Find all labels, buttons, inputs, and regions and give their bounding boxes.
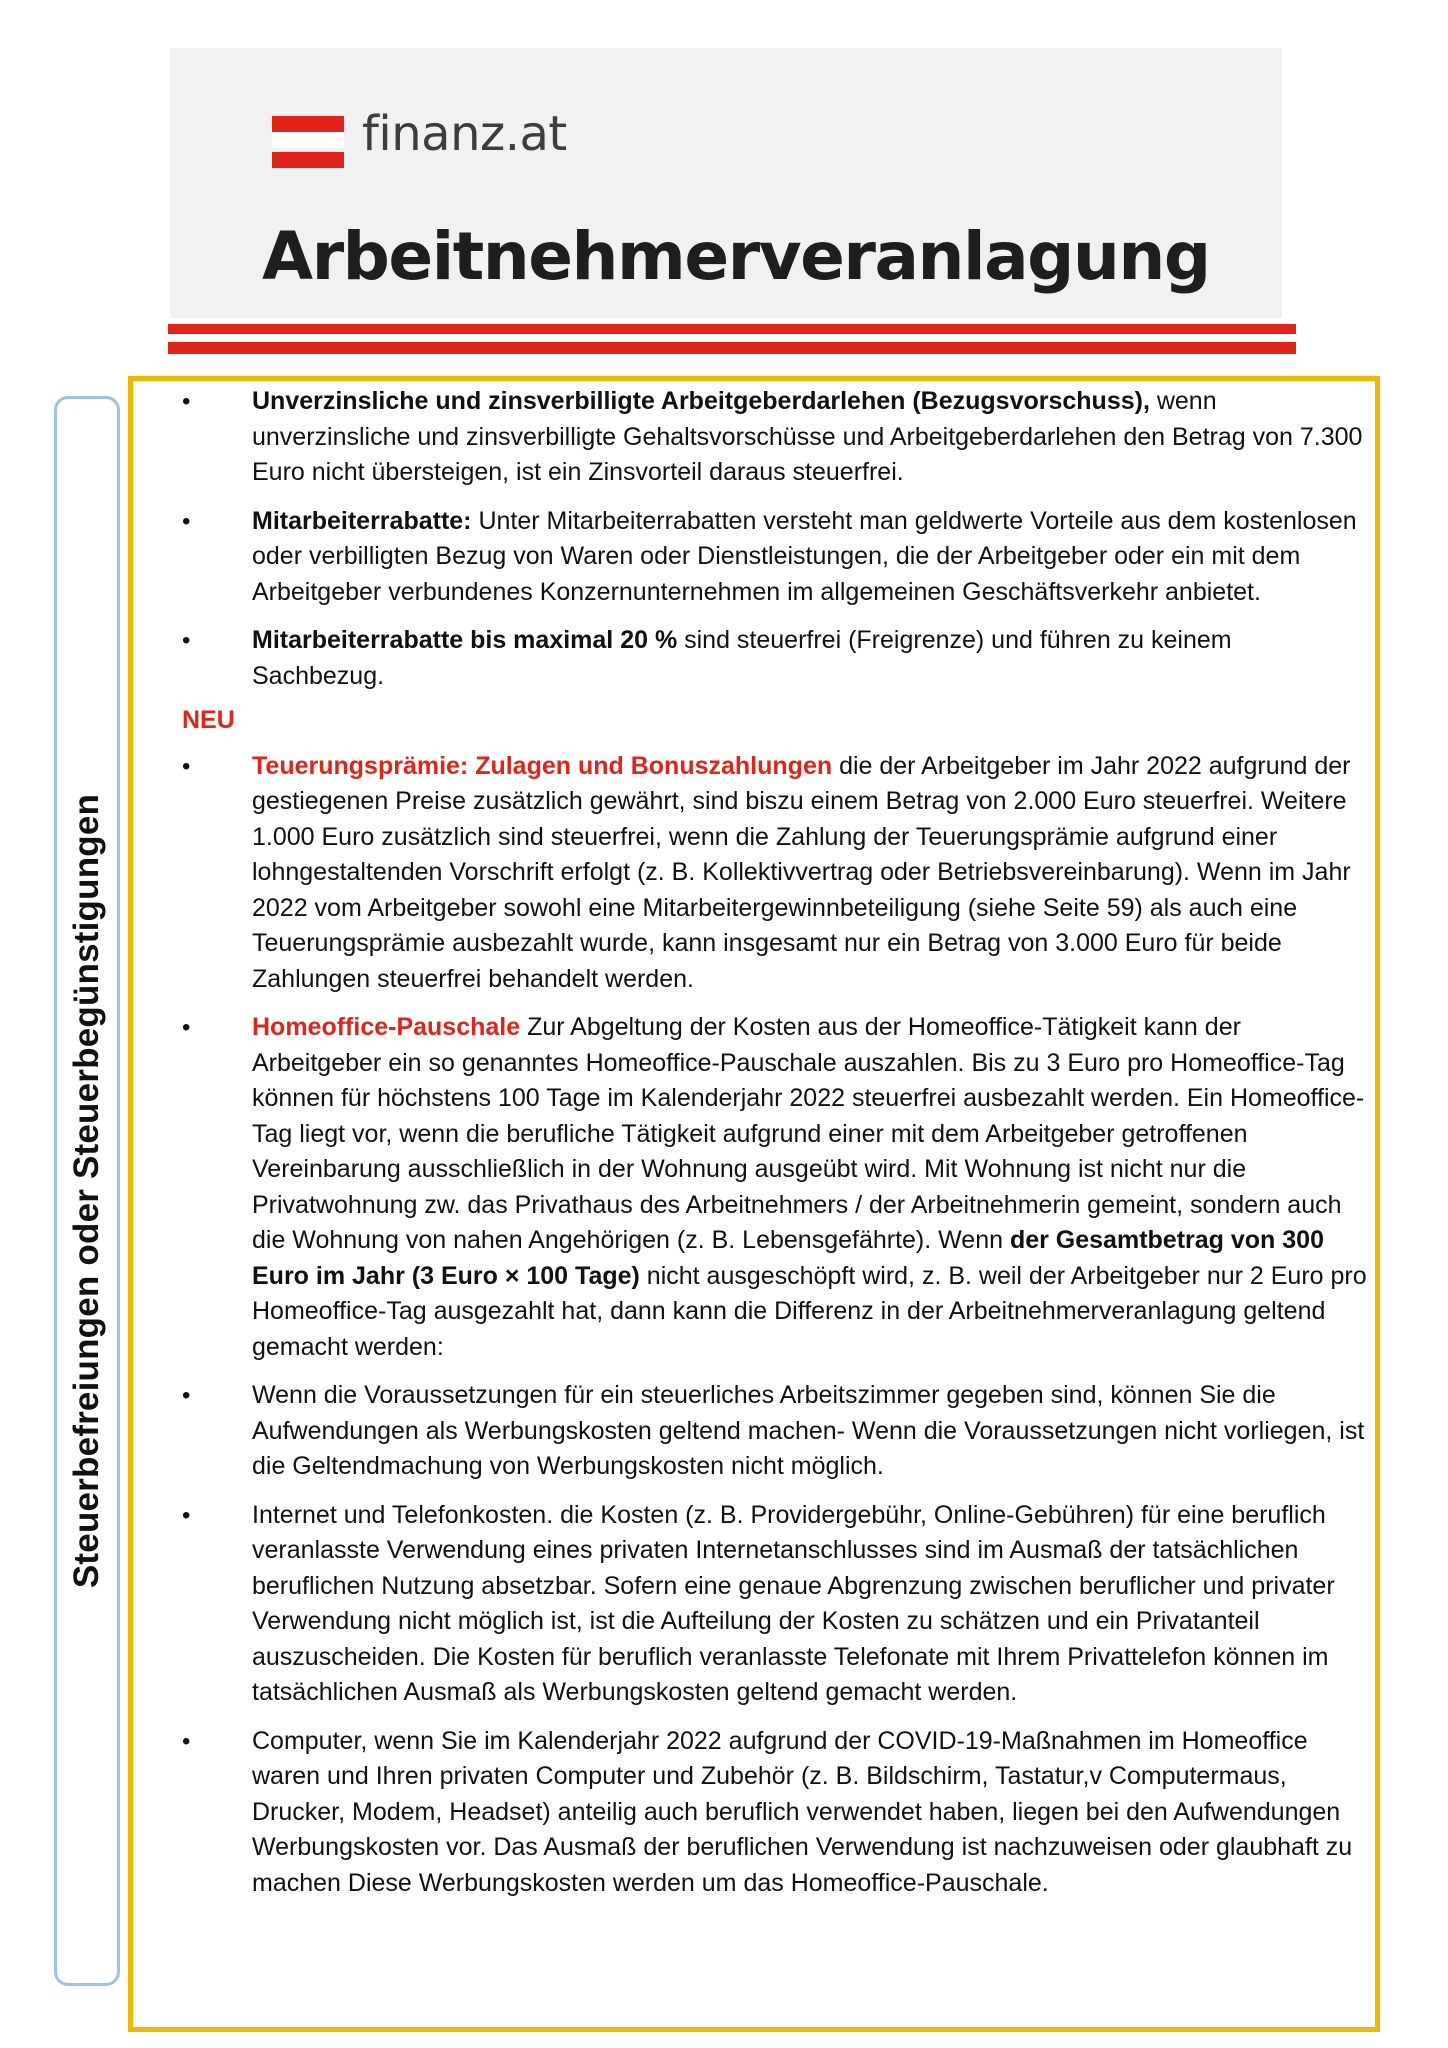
list-item-text: Computer, wenn Sie im Kalenderjahr 2022 aufgrund der COVID-19-Maßnahmen im Homeoffice waren und Ihren privaten Computer und Zubehör (z. B. Bildschirm, Tastatur,v Computermaus, Drucker, Modem, Headset) anteilig auch beruflich verwendet haben, liegen bei den Aufwendungen Werbungskosten vor. Das Ausmaß der beruflichen Verwendung ist nachzuweisen oder glaubhaft zu machen Diese Werbungskosten werden um das Homeoffice-Pauschale. <box>252 1726 1353 1897</box>
list-item <box>178 1498 1370 1711</box>
list-item-text: Zur Abgeltung der Kosten aus der Homeoffice-Tätigkeit kann der Arbeitgeber ein so genanntes Homeoffice-Pauschale auszahlen. Bis zu 3 Euro pro Homeoffice-Tag können für höchstens 100 Tage im Kalenderjahr 2022 steuerfrei ausbezahlt werden. Ein Homeoffice-Tag liegt vor, wenn die berufliche Tätigkeit aufgrund einer mit dem Arbeitgeber getroffenen Vereinbarung ausschließlich in der Wohnung ausgeübt wird. Mit Wohnung ist nicht nur die Privatwohnung zw. das Privathaus des Arbeitnehmers / der Arbeitnehmerin gemeint, sondern auch die Wohnung von nahen Angehörigen (z. B. Lebensgefährte). Wenn <box>252 1013 1365 1254</box>
page-title: Arbeitnehmerveranlagung <box>262 218 1210 295</box>
list-item-text: die der Arbeitgeber im Jahr 2022 aufgrund der gestiegenen Preise zusätzlich gewährt, sind biszu einem Betrag von 2.000 Euro steuerfrei. Weitere 1.000 Euro zusätzlich sind steuerfrei, wenn die Zahlung der Teuerungsprämie aufgrund einer lohngestaltenden Vorschrift erfolgt (z. B. Kollektivvertrag oder Betriebsvereinbarung). Wenn im Jahr 2022 vom Arbeitgeber sowohl eine Mitarbeitergewinnbeteiligung (siehe Seite 59) als auch eine Teuerungsprämie ausbezahlt wurde, kann insgesamt nur ein Betrag von 3.000 Euro für beide Zahlungen steuerfrei behandelt werden. <box>252 751 1351 993</box>
list-item-heading: Mitarbeiterrabatte: <box>252 506 472 535</box>
list-item <box>178 504 1370 611</box>
list-item-heading: Mitarbeiterrabatte bis maximal 20 % <box>252 626 678 654</box>
bullet-list <box>178 384 1370 694</box>
list-item-text: wenn unverzinsliche und zinsverbilligte Gehaltsvorschüsse und Arbeitgeberdarlehen den Betrag von 7.300 Euro nicht übersteigen, ist ein Zinsvorteil daraus steuerfrei. <box>252 387 1363 486</box>
list-item <box>178 384 1370 491</box>
list-item <box>178 1010 1370 1365</box>
list-item-text: Unter Mitarbeiterrabatten versteht man geldwerte Vorteile aus dem kostenlosen oder verbilligten Bezug von Waren oder Dienstleistungen, die der Arbeitgeber oder ein mit dem Arbeitgeber verbundenes Konzernunternehmen im allgemeinen Geschäftsverkehr anbietet. <box>252 506 1357 606</box>
list-item-text: Wenn die Voraussetzungen für ein steuerliches Arbeitszimmer gegeben sind, können Sie die Aufwendungen als Werbungskosten geltend machen- Wenn die Voraussetzungen nicht vorliegen, ist die Geltendmachung von Werbungskosten nicht möglich. <box>252 1381 1365 1480</box>
list-item-emphasis: der Gesamtbetrag von 300 Euro im Jahr (3 Euro × 100 Tage) <box>252 1226 1324 1290</box>
list-item-heading: Unverzinsliche und zinsverbilligte Arbeitgeberdarlehen (Bezugsvorschuss), <box>252 387 1150 415</box>
list-item-text: sind steuerfrei (Freigrenze) und führen zu keinem Sachbezug. <box>252 626 1232 690</box>
list-item-text: nicht ausgeschöpft wird, z. B. weil der Arbeitgeber nur 2 Euro pro Homeoffice-Tag ausgezahlt hat, dann kann die Differenz in der Arbeitnehmerveranlagung geltend gemacht werden: <box>252 1261 1367 1361</box>
list-item <box>178 1378 1370 1485</box>
header-divider-top <box>168 324 1296 334</box>
list-item-text: Internet und Telefonkosten. die Kosten (z. B. Providergebühr, Online-Gebühren) für eine beruflich veranlasste Verwendung eines privaten Internetanschlusses sind im Ausmaß der tatsächlichen beruflichen Nutzung absetzbar. Sofern eine genaue Abgrenzung zwischen beruflicher und privater Verwendung nicht möglich ist, ist die Aufteilung der Kosten zu schätzen und ein Privatanteil auszuscheiden. Die Kosten für beruflich veranlasste Telefonate mit Ihrem Privattelefon können im tatsächlichen Ausmaß als Werbungskosten geltend gemacht werden. <box>252 1500 1335 1706</box>
new-label: NEU <box>182 706 235 734</box>
content-body <box>178 384 1370 1914</box>
list-item-heading: Homeoffice-Pauschale <box>252 1013 521 1041</box>
list-item <box>178 623 1370 694</box>
list-item <box>178 749 1370 998</box>
austrian-flag-logo-icon <box>272 116 344 168</box>
list-item-heading: Teuerungsprämie: Zulagen und Bonuszahlungen <box>252 751 833 780</box>
header-divider-bottom <box>168 342 1296 354</box>
list-item <box>178 1724 1370 1902</box>
brand-name: finanz.at <box>362 106 567 162</box>
side-tab-label: Steuerbefreiungen oder Steuerbegünstigungen <box>67 793 106 1589</box>
bullet-list <box>178 749 1370 1902</box>
